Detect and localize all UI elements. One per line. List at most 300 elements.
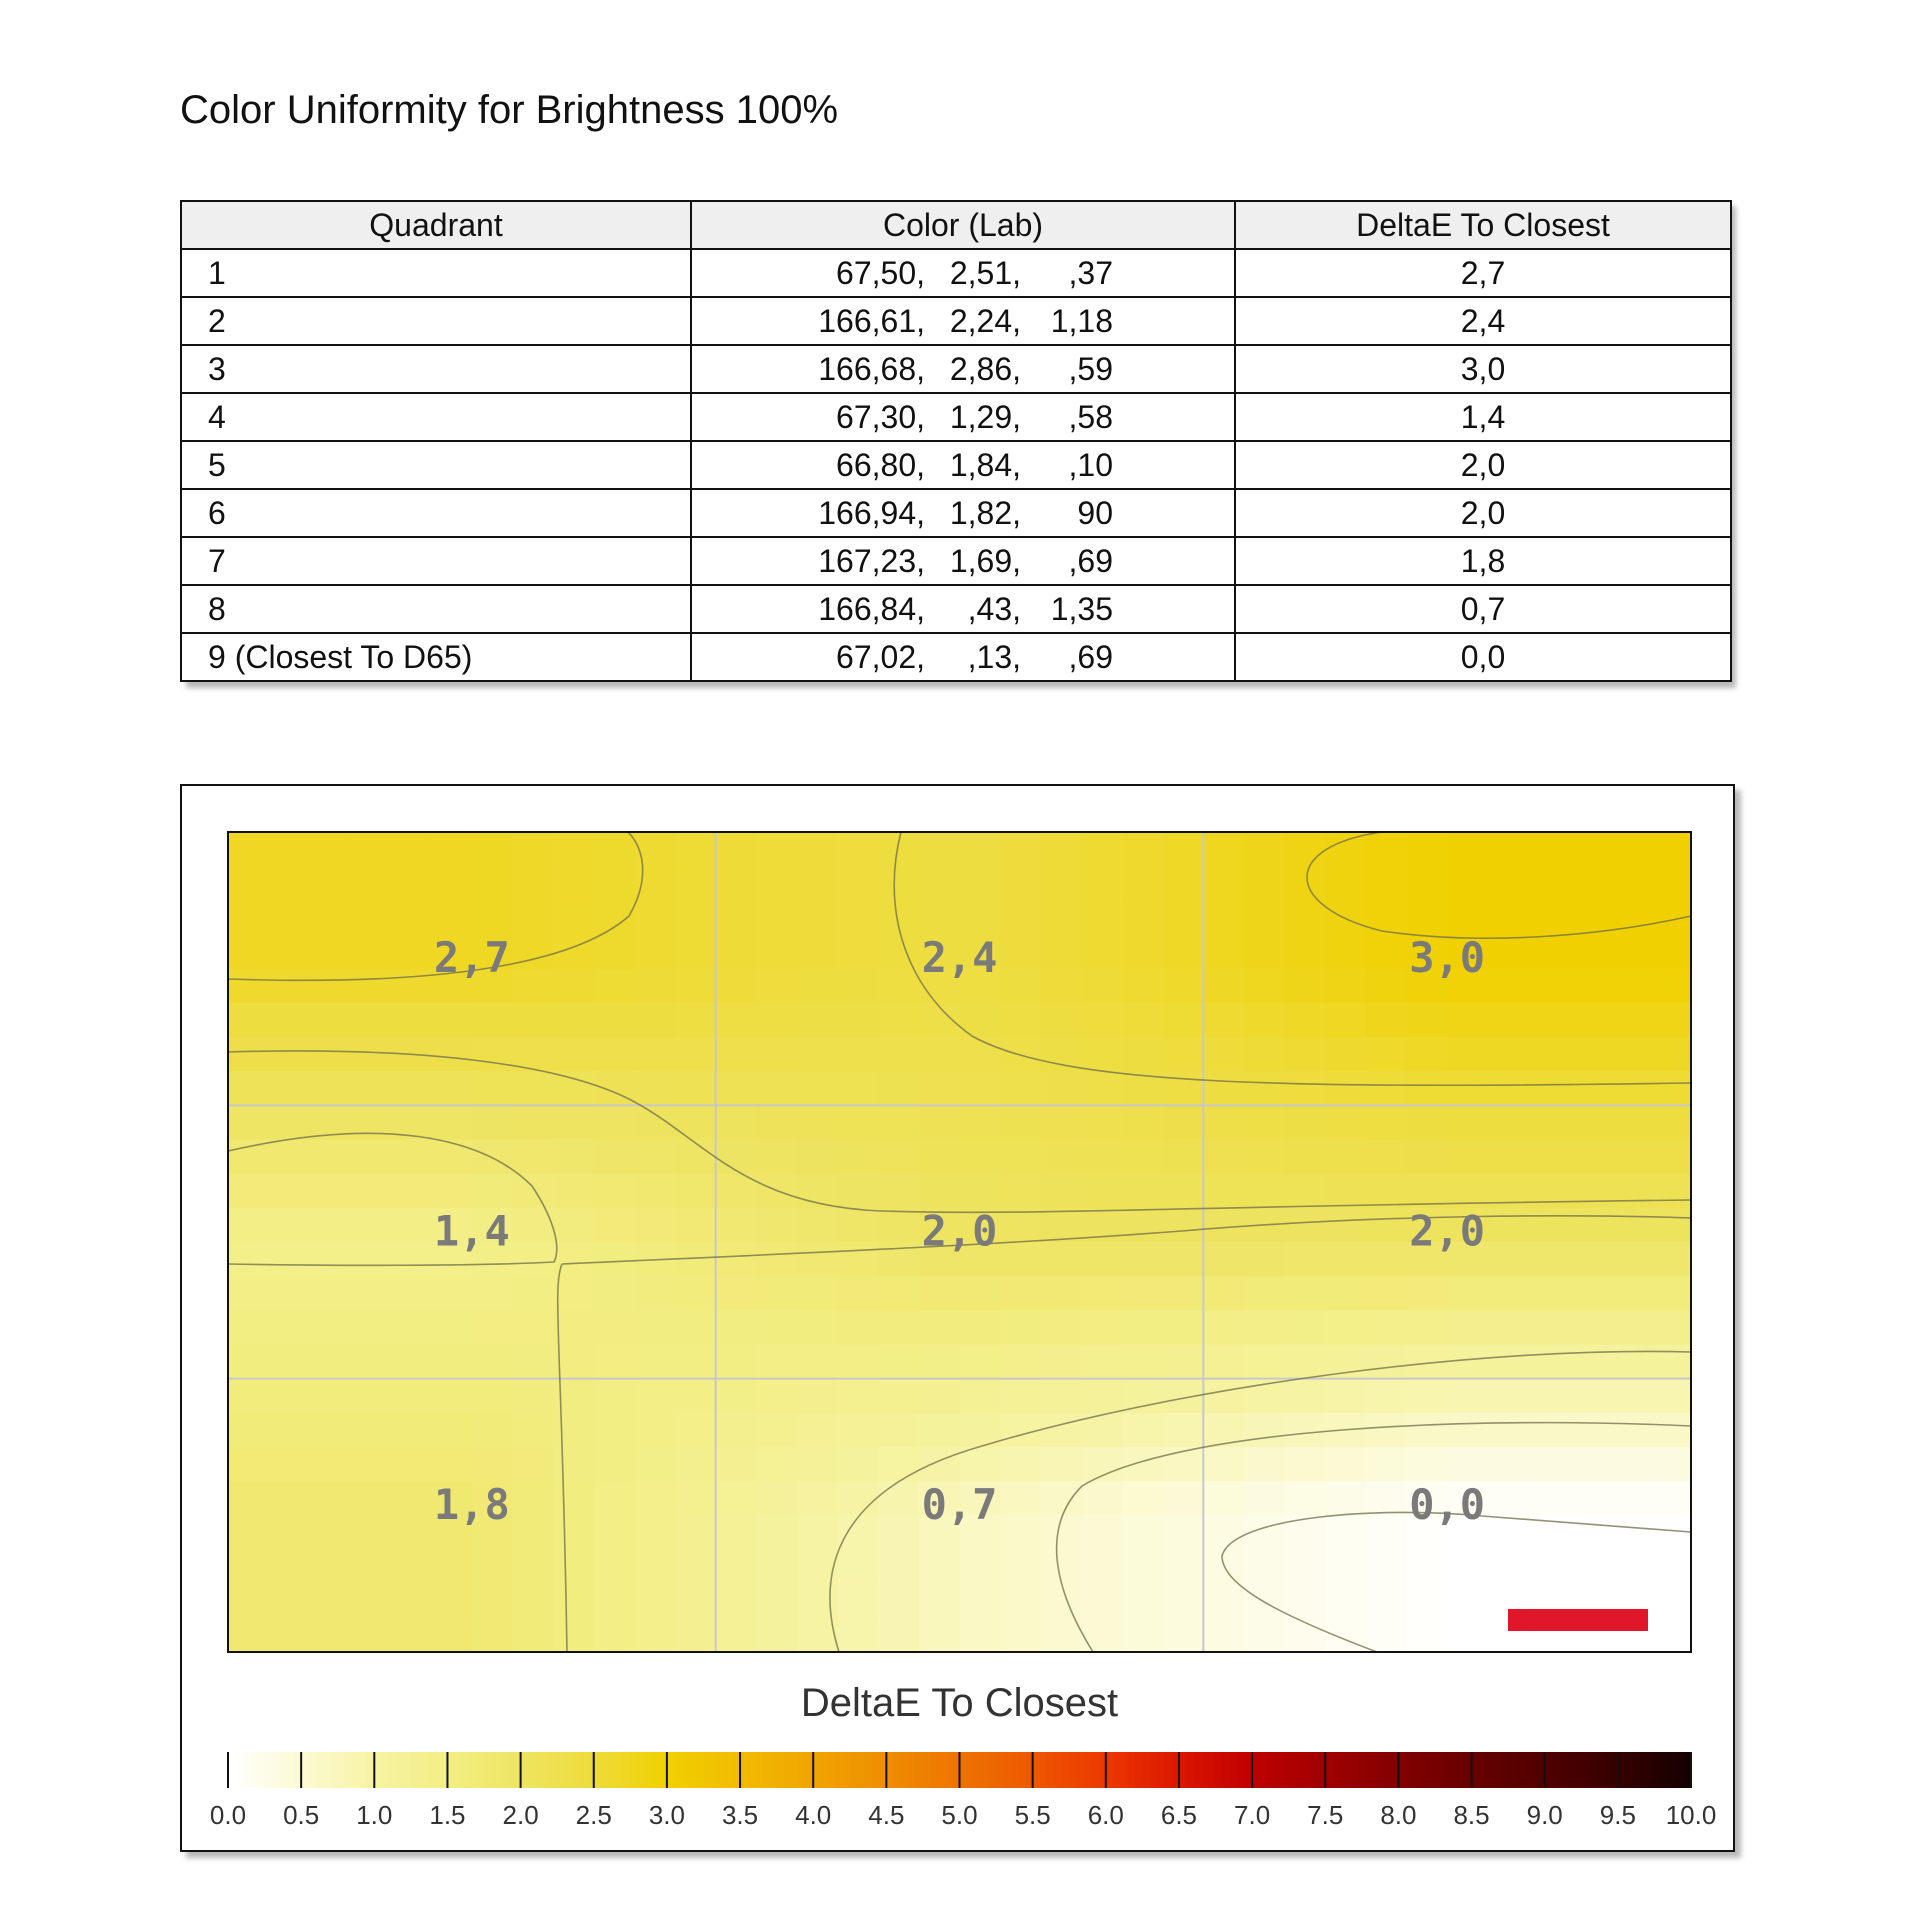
heatmap-patch — [1650, 969, 1691, 1004]
heatmap-patch — [1285, 832, 1326, 867]
colorbar-segment — [1011, 1752, 1019, 1788]
heatmap-patch — [1325, 1310, 1366, 1345]
heatmap-patch — [1285, 1003, 1326, 1038]
heatmap-patch — [1122, 935, 1163, 970]
heatmap-patch — [960, 1584, 1001, 1619]
heatmap-patch — [1610, 832, 1651, 867]
colorbar-segment — [762, 1752, 770, 1788]
heatmap-patch — [716, 1447, 757, 1482]
heatmap-patch — [309, 1242, 350, 1277]
colorbar-tick-label: 1.5 — [429, 1800, 466, 1830]
heatmap-patch — [878, 1276, 919, 1311]
heatmap-patch — [391, 1345, 432, 1380]
heatmap-patch — [878, 1584, 919, 1619]
heatmap-patch — [1325, 1481, 1366, 1516]
heatmap-patch — [1081, 866, 1122, 901]
colorbar-segment — [1625, 1752, 1633, 1788]
colorbar-segment — [1216, 1752, 1224, 1788]
heatmap-patch — [512, 1584, 553, 1619]
heatmap-patch — [1285, 1105, 1326, 1140]
heatmap-patch — [1041, 1379, 1082, 1414]
lab-cell — [691, 585, 1235, 633]
heatmap-patch — [919, 1618, 960, 1653]
heatmap-patch — [1000, 1140, 1041, 1175]
cell-value-label: 1,4 — [433, 1206, 510, 1256]
colorbar-segment — [828, 1752, 836, 1788]
heatmap-patch — [553, 1208, 594, 1243]
heatmap-patch — [919, 1174, 960, 1209]
heatmap-patch — [1447, 832, 1488, 867]
heatmap-patch — [919, 1276, 960, 1311]
heatmap-patch — [1122, 1413, 1163, 1448]
heatmap-patch — [1650, 1140, 1691, 1175]
colorbar-segment — [667, 1752, 675, 1788]
heatmap-patch — [512, 1140, 553, 1175]
colorbar-segment — [521, 1752, 529, 1788]
colorbar-tick-label: 8.5 — [1453, 1800, 1490, 1830]
colorbar-segment — [1296, 1752, 1304, 1788]
heatmap-patch — [1447, 1037, 1488, 1072]
quadrant-cell: 2 — [181, 297, 691, 345]
heatmap-patch — [391, 1140, 432, 1175]
colorbar-segment — [769, 1752, 777, 1788]
heatmap-patch — [594, 1550, 635, 1585]
heatmap-patch — [472, 1413, 513, 1448]
colorbar-segment — [418, 1752, 426, 1788]
heatmap-patch — [1122, 1515, 1163, 1550]
heatmap-patch — [1041, 1618, 1082, 1653]
heatmap-patch — [838, 1515, 879, 1550]
cell-value-label: 2,0 — [921, 1206, 998, 1256]
colorbar-segment — [740, 1752, 748, 1788]
heatmap-patch — [634, 1481, 675, 1516]
heatmap-patch — [1285, 1550, 1326, 1585]
heatmap-patch — [594, 1481, 635, 1516]
heatmap-patch — [1569, 1413, 1610, 1448]
colorbar-segment — [1003, 1752, 1011, 1788]
heatmap-patch — [797, 1071, 838, 1106]
heatmap-patch — [553, 1584, 594, 1619]
colorbar-segment — [1457, 1752, 1465, 1788]
heatmap-patch — [594, 1276, 635, 1311]
heatmap-patch — [756, 1550, 797, 1585]
colorbar-segment — [1486, 1752, 1494, 1788]
heatmap-patch — [1528, 1413, 1569, 1448]
colorbar-segment — [703, 1752, 711, 1788]
heatmap-patch — [309, 1037, 350, 1072]
heatmap-patch — [1528, 1550, 1569, 1585]
heatmap-patch — [960, 866, 1001, 901]
heatmap-patch — [756, 1242, 797, 1277]
colorbar-segment — [645, 1752, 653, 1788]
heatmap-patch — [431, 1071, 472, 1106]
colorbar-segment — [960, 1752, 968, 1788]
colorbar-segment — [1493, 1752, 1501, 1788]
heatmap-patch — [838, 1584, 879, 1619]
heatmap-patch — [960, 1447, 1001, 1482]
heatmap-patch — [1122, 1174, 1163, 1209]
colorbar-segment — [1157, 1752, 1165, 1788]
colorbar-segment — [1150, 1752, 1158, 1788]
heatmap-patch — [1041, 1276, 1082, 1311]
deltae-cell: 1,4 — [1235, 393, 1731, 441]
colorbar-segment — [821, 1752, 829, 1788]
colorbar-segment — [1142, 1752, 1150, 1788]
heatmap-patch — [594, 1140, 635, 1175]
heatmap-patch — [1610, 1515, 1651, 1550]
colorbar-segment — [477, 1752, 485, 1788]
heatmap-patch — [1041, 832, 1082, 867]
colorbar-segment — [1289, 1752, 1297, 1788]
heatmap-patch — [594, 1003, 635, 1038]
heatmap-patch — [1041, 969, 1082, 1004]
heatmap-patch — [1285, 1140, 1326, 1175]
heatmap-patch — [838, 900, 879, 935]
table-row — [181, 537, 1731, 585]
heatmap-patch — [1528, 866, 1569, 901]
heatmap-patch — [1325, 832, 1366, 867]
heatmap-patch — [350, 1310, 391, 1345]
heatmap-patch — [1488, 1447, 1529, 1482]
colorbar-segment — [338, 1752, 346, 1788]
heatmap-patch — [797, 832, 838, 867]
heatmap-patch — [1528, 1071, 1569, 1106]
heatmap-patch — [1569, 969, 1610, 1004]
heatmap-patch — [675, 832, 716, 867]
colorbar-segment — [1267, 1752, 1275, 1788]
colorbar-segment — [1406, 1752, 1414, 1788]
colorbar-segment — [1091, 1752, 1099, 1788]
heatmap-patch — [1244, 1105, 1285, 1140]
heatmap-patch — [1285, 969, 1326, 1004]
heatmap-patch — [309, 1174, 350, 1209]
colorbar-segment — [1018, 1752, 1026, 1788]
heatmap-patch — [350, 1345, 391, 1380]
heatmap-patch — [1366, 1550, 1407, 1585]
heatmap-patch — [228, 1208, 269, 1243]
heatmap-patch — [594, 1379, 635, 1414]
heatmap-patch — [1122, 866, 1163, 901]
heatmap-patch — [756, 1140, 797, 1175]
heatmap-patch — [1081, 1515, 1122, 1550]
heatmap-patch — [1569, 1481, 1610, 1516]
heatmap-patch — [431, 1345, 472, 1380]
heatmap-patch — [512, 866, 553, 901]
heatmap-patch — [391, 969, 432, 1004]
colorbar-segment — [696, 1752, 704, 1788]
quadrant-cell: 3 — [181, 345, 691, 393]
heatmap-patch — [228, 1174, 269, 1209]
colorbar-segment — [755, 1752, 763, 1788]
colorbar-segment — [886, 1752, 894, 1788]
colorbar-tick-label: 5.5 — [1014, 1800, 1051, 1830]
heatmap-patch — [350, 1447, 391, 1482]
heatmap-patch — [269, 1345, 310, 1380]
lab-a-value: 2,51, — [949, 254, 1021, 291]
heatmap-patch — [1447, 1413, 1488, 1448]
heatmap-patch — [1041, 1242, 1082, 1277]
heatmap-patch — [1650, 1242, 1691, 1277]
colorbar-segment — [287, 1752, 295, 1788]
heatmap-patch — [1081, 1379, 1122, 1414]
heatmap-patch — [1447, 1379, 1488, 1414]
heatmap-patch — [838, 1037, 879, 1072]
heatmap-patch — [228, 1447, 269, 1482]
heatmap-patch — [1610, 969, 1651, 1004]
heatmap-patch — [391, 1242, 432, 1277]
colorbar-segment — [930, 1752, 938, 1788]
heatmap-patch — [1325, 1447, 1366, 1482]
heatmap-patch — [228, 1550, 269, 1585]
heatmap-patch — [1610, 1071, 1651, 1106]
heatmap-patch — [716, 1071, 757, 1106]
heatmap-patch — [1610, 1481, 1651, 1516]
heatmap-patch — [350, 1105, 391, 1140]
heatmap-patch — [1244, 1413, 1285, 1448]
heatmap-patch — [1325, 1140, 1366, 1175]
heatmap-patch — [756, 1447, 797, 1482]
heatmap-patch — [1285, 1447, 1326, 1482]
lab-l-value: 166,94, — [818, 494, 925, 531]
colorbar-segment — [1055, 1752, 1063, 1788]
heatmap-patch — [512, 1242, 553, 1277]
heatmap-patch — [1325, 1003, 1366, 1038]
heatmap-patch — [1244, 1550, 1285, 1585]
heatmap-patch — [878, 1310, 919, 1345]
heatmap-patch — [1000, 1515, 1041, 1550]
heatmap-patch — [634, 832, 675, 867]
heatmap-patch — [1203, 1413, 1244, 1448]
colorbar-segment — [1442, 1752, 1450, 1788]
heatmap-patch — [1081, 1071, 1122, 1106]
colorbar-segment — [345, 1752, 353, 1788]
heatmap-patch — [228, 1584, 269, 1619]
heatmap-patch — [269, 1242, 310, 1277]
heatmap-patch — [228, 1345, 269, 1380]
heatmap-patch — [350, 1242, 391, 1277]
heatmap-patch — [1407, 1276, 1448, 1311]
lab-b-value: 1,18 — [1050, 302, 1113, 339]
heatmap-patch — [1488, 935, 1529, 970]
lab-b-value: 90 — [1077, 494, 1113, 531]
heatmap-patch — [675, 1276, 716, 1311]
heatmap-patch — [594, 1174, 635, 1209]
heatmap-patch — [1081, 935, 1122, 970]
heatmap-patch — [309, 1208, 350, 1243]
heatmap-patch — [228, 1003, 269, 1038]
heatmap-patch — [350, 969, 391, 1004]
heatmap-patch — [1528, 1379, 1569, 1414]
heatmap-patch — [1285, 1071, 1326, 1106]
heatmap-patch — [431, 1003, 472, 1038]
lab-cell — [691, 249, 1235, 297]
heatmap-patch — [1528, 1037, 1569, 1072]
heatmap-patch — [431, 1140, 472, 1175]
lab-cell — [691, 297, 1235, 345]
heatmap-patch — [756, 1310, 797, 1345]
colorbar-segment — [374, 1752, 382, 1788]
heatmap-patch — [1244, 832, 1285, 867]
heatmap-patch — [838, 1447, 879, 1482]
heatmap-patch — [309, 1550, 350, 1585]
heatmap-patch — [716, 1584, 757, 1619]
colorbar-segment — [945, 1752, 953, 1788]
heatmap-patch — [797, 1584, 838, 1619]
colorbar-segment — [923, 1752, 931, 1788]
heatmap-patch — [594, 1242, 635, 1277]
heatmap-patch — [391, 935, 432, 970]
heatmap-patch — [1366, 1276, 1407, 1311]
heatmap-patch — [634, 1071, 675, 1106]
heatmap-patch — [1081, 1140, 1122, 1175]
heatmap-patch — [756, 1276, 797, 1311]
colorbar-segment — [250, 1752, 258, 1788]
heatmap-patch — [1528, 935, 1569, 970]
colorbar-segment — [1567, 1752, 1575, 1788]
heatmap-patch — [1366, 1003, 1407, 1038]
heatmap-patch — [919, 1071, 960, 1106]
heatmap-patch — [1569, 900, 1610, 935]
heatmap-patch — [1528, 832, 1569, 867]
heatmap-patch — [634, 1105, 675, 1140]
colorbar-segment — [1208, 1752, 1216, 1788]
colorbar-segment — [550, 1752, 558, 1788]
heatmap-patch — [350, 935, 391, 970]
heatmap-patch — [1447, 1345, 1488, 1380]
colorbar-segment — [272, 1752, 280, 1788]
heatmap-patch — [1650, 1208, 1691, 1243]
lab-l-value: 67,02, — [836, 638, 925, 675]
heatmap-patch — [1610, 1276, 1651, 1311]
heatmap-patch — [309, 1481, 350, 1516]
colorbar-segment — [243, 1752, 251, 1788]
heatmap-patch — [634, 1310, 675, 1345]
heatmap-patch — [675, 1174, 716, 1209]
colorbar-segment — [235, 1752, 243, 1788]
heatmap-patch — [228, 832, 269, 867]
heatmap-patch — [472, 1618, 513, 1653]
heatmap-patch — [350, 900, 391, 935]
heatmap-patch — [1203, 866, 1244, 901]
heatmap-patch — [1569, 1310, 1610, 1345]
heatmap-patch — [1203, 1174, 1244, 1209]
colorbar-segment — [1333, 1752, 1341, 1788]
heatmap-patch — [1447, 1276, 1488, 1311]
heatmap-patch — [675, 1618, 716, 1653]
colorbar-segment — [1311, 1752, 1319, 1788]
heatmap-patch — [1569, 1174, 1610, 1209]
colorbar-segment — [1325, 1752, 1333, 1788]
lab-cell — [691, 345, 1235, 393]
cell-value-label: 0,7 — [921, 1479, 998, 1529]
heatmap-patch — [472, 1584, 513, 1619]
heatmap-patch — [1000, 1345, 1041, 1380]
heatmap-patch — [838, 935, 879, 970]
heatmap-patch — [1081, 969, 1122, 1004]
colorbar-segment — [1069, 1752, 1077, 1788]
heatmap-patch — [716, 1037, 757, 1072]
heatmap-patch — [1244, 1037, 1285, 1072]
heatmap-patch — [553, 1276, 594, 1311]
heatmap-patch — [391, 1447, 432, 1482]
heatmap-patch — [1569, 1140, 1610, 1175]
colorbar-segment — [799, 1752, 807, 1788]
heatmap-patch — [1285, 900, 1326, 935]
heatmap-patch — [1041, 1071, 1082, 1106]
colorbar-segment — [791, 1752, 799, 1788]
heatmap-patch — [1407, 900, 1448, 935]
heatmap-patch — [553, 1071, 594, 1106]
colorbar-tick-label: 1.0 — [356, 1800, 393, 1830]
heatmap-patch — [1325, 1276, 1366, 1311]
lab-a-value: ,43, — [967, 590, 1021, 627]
heatmap-patch — [838, 832, 879, 867]
uniformity-table-grid — [180, 200, 1732, 682]
heatmap-patch — [594, 969, 635, 1004]
heatmap-patch — [634, 1140, 675, 1175]
heatmap-patch — [838, 866, 879, 901]
heatmap-patch — [1203, 1208, 1244, 1243]
heatmap-patch — [878, 832, 919, 867]
heatmap-patch — [269, 1174, 310, 1209]
heatmap-patch — [309, 1345, 350, 1380]
heatmap-patch — [391, 1071, 432, 1106]
heatmap-patch — [594, 1037, 635, 1072]
heatmap-patch — [1203, 1071, 1244, 1106]
heatmap-patch — [431, 1276, 472, 1311]
heatmap-patch — [269, 1618, 310, 1653]
heatmap-patch — [512, 1481, 553, 1516]
heatmap-patch — [391, 1550, 432, 1585]
heatmap-patch — [431, 1618, 472, 1653]
heatmap-patch — [1528, 1140, 1569, 1175]
heatmap-patch — [960, 1618, 1001, 1653]
colorbar-segment — [1047, 1752, 1055, 1788]
heatmap-patch — [1203, 935, 1244, 970]
colorbar-segment — [1274, 1752, 1282, 1788]
lab-l-value: 67,50, — [836, 254, 925, 291]
heatmap-patch — [1000, 935, 1041, 970]
colorbar-segment — [1259, 1752, 1267, 1788]
heatmap-patch — [838, 1105, 879, 1140]
lab-cell — [691, 393, 1235, 441]
heatmap-patch — [878, 969, 919, 1004]
heatmap-patch — [797, 969, 838, 1004]
heatmap-patch — [838, 1550, 879, 1585]
heatmap-patch — [594, 1447, 635, 1482]
heatmap-patch — [1244, 969, 1285, 1004]
colorbar-tick-label: 10.0 — [1665, 1800, 1717, 1830]
lab-a-value: 1,84, — [949, 446, 1021, 483]
heatmap-patch — [1244, 1618, 1285, 1653]
table-row — [181, 249, 1731, 297]
heatmap-patch — [838, 1003, 879, 1038]
heatmap-patch — [553, 1550, 594, 1585]
heatmap-patch — [512, 1515, 553, 1550]
heatmap-patch — [1447, 1447, 1488, 1482]
heatmap-patch — [1122, 1208, 1163, 1243]
heatmap-patch — [1366, 1105, 1407, 1140]
heatmap-patch — [1000, 1379, 1041, 1414]
uniformity-heatmap — [182, 786, 1733, 1850]
heatmap-patch — [1244, 1276, 1285, 1311]
heatmap-patch — [1000, 1618, 1041, 1653]
heatmap-patch — [1366, 969, 1407, 1004]
heatmap-patch — [756, 1037, 797, 1072]
heatmap-patch — [431, 1550, 472, 1585]
heatmap-patch — [1366, 1618, 1407, 1653]
heatmap-patch — [756, 1345, 797, 1380]
